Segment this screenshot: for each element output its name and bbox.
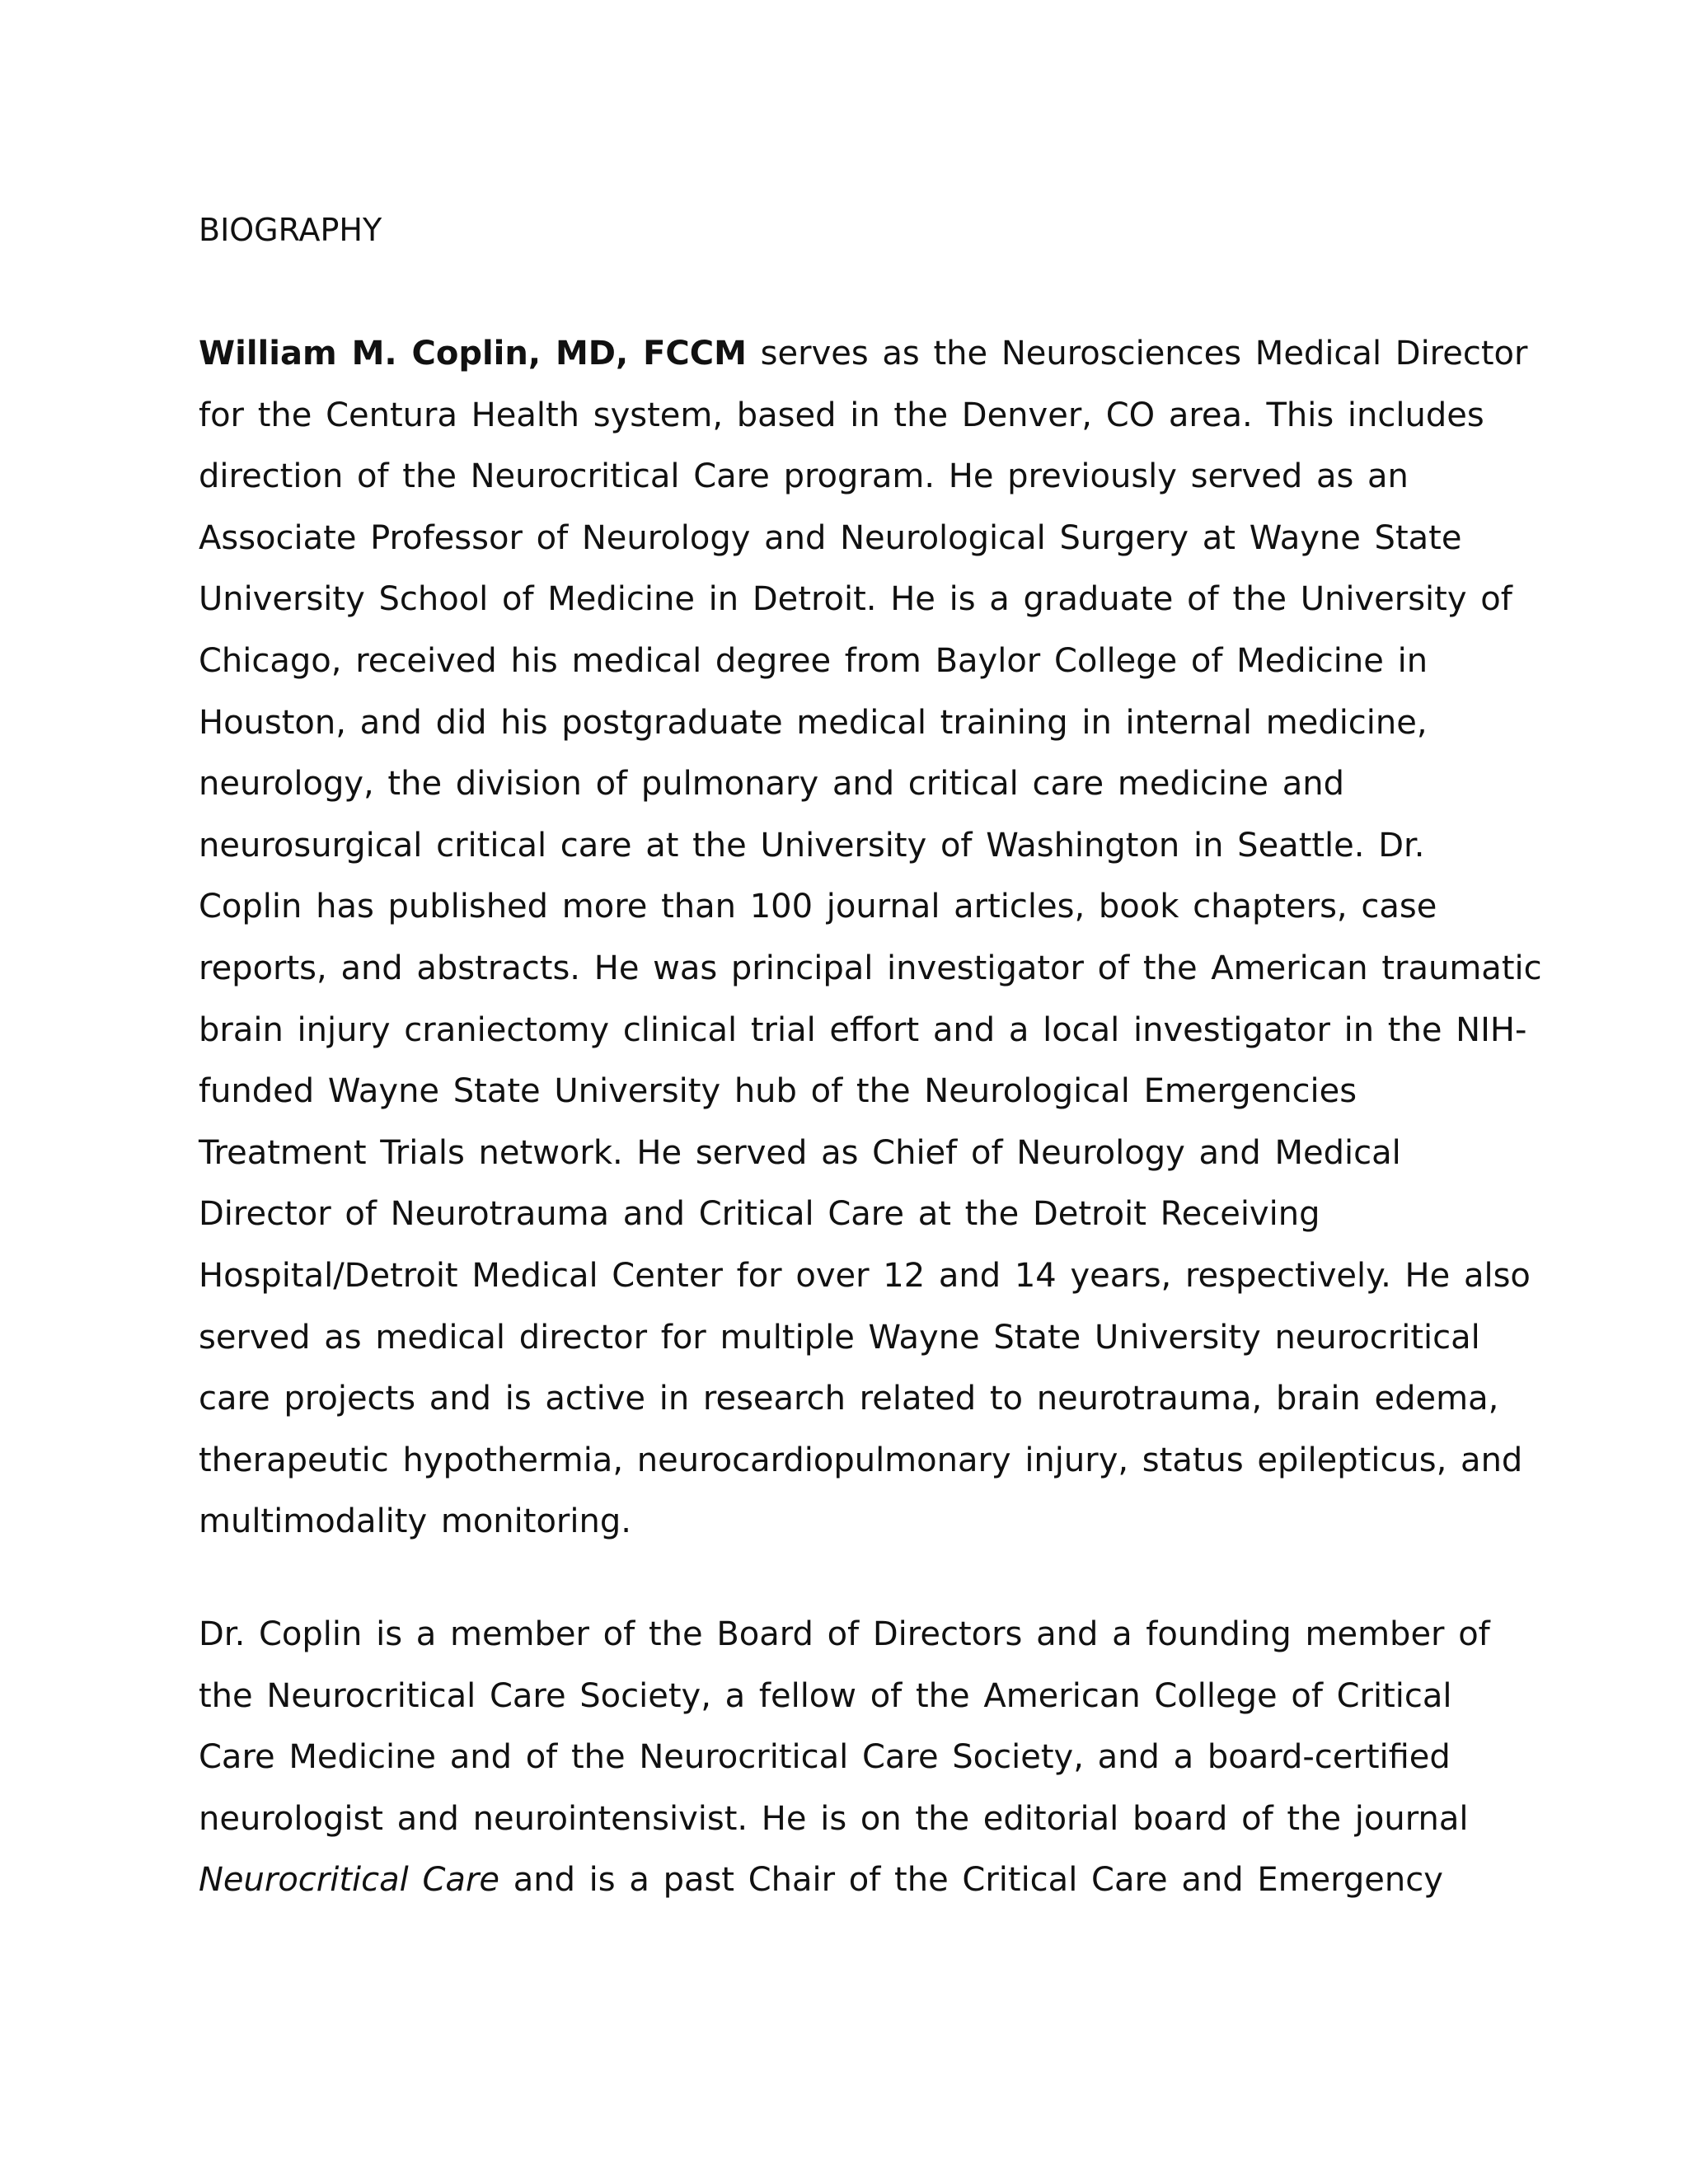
paragraph-line: Treatment Trials network. He served as Chief of Neurology and Medical (199, 1133, 1401, 1172)
paragraph-line: for the Centura Health system, based in the Denver, CO area. This includes (199, 396, 1484, 434)
paragraph-line: brain injury craniectomy clinical trial effort and a local investigator in the NIH- (199, 1010, 1527, 1049)
biography-paragraph-2 (199, 1604, 1490, 1911)
paragraph-line: multimodality monitoring. (199, 1502, 631, 1541)
paragraph-line: Chicago, received his medical degree from Baylor College of Medicine in (199, 641, 1428, 680)
paragraph-line-text: serves as the Neurosciences Medical Director (746, 335, 1528, 373)
paragraph-line: Houston, and did his postgraduate medical training in internal medicine, (199, 703, 1428, 742)
paragraph-line: neurology, the division of pulmonary and critical care medicine and (199, 765, 1344, 804)
paragraph-line: neurologist and neurointensivist. He is on the editorial board of the journal (199, 1799, 1469, 1838)
paragraph-line: Dr. Coplin is a member of the Board of Directors and a founding member of (199, 1615, 1490, 1653)
journal-title: Neurocritical Care (199, 1861, 499, 1900)
paragraph-line: University School of Medicine in Detroit. He is a graduate of the University of (199, 580, 1512, 619)
paragraph-line: Associate Professor of Neurology and Neurological Surgery at Wayne State (199, 518, 1462, 557)
paragraph-line: care projects and is active in research related to neurotrauma, brain edema, (199, 1380, 1499, 1418)
paragraph-line: reports, and abstracts. He was principal investigator of the American traumatic (199, 949, 1542, 987)
author-name: William M. Coplin, MD, FCCM (199, 335, 747, 373)
paragraph-line-text: and is a past Chair of the Critical Care and Emergency (499, 1861, 1443, 1900)
paragraph-line: Director of Neurotrauma and Critical Care at the Detroit Receiving (199, 1195, 1320, 1234)
paragraph-line (199, 323, 1542, 385)
paragraph-line: Hospital/Detroit Medical Center for over 12 and 14 years, respectively. He also (199, 1256, 1531, 1295)
paragraph-line: the Neurocritical Care Society, a fellow of the American College of Critical (199, 1676, 1452, 1715)
paragraph-line: direction of the Neurocritical Care program. He previously served as an (199, 457, 1409, 496)
paragraph-line: therapeutic hypothermia, neurocardiopulmonary injury, status epilepticus, and (199, 1441, 1523, 1479)
document-heading: BIOGRAPHY (199, 212, 382, 248)
paragraph-line: funded Wayne State University hub of the Neurological Emergencies (199, 1072, 1357, 1111)
biography-paragraph-1 (199, 323, 1542, 1553)
paragraph-line: neurosurgical critical care at the University of Washington in Seattle. Dr. (199, 826, 1425, 865)
paragraph-line: Coplin has published more than 100 journal articles, book chapters, case (199, 888, 1437, 926)
paragraph-line: Care Medicine and of the Neurocritical Care Society, and a board-certified (199, 1738, 1451, 1777)
paragraph-line (199, 1849, 1490, 1911)
paragraph-line: served as medical director for multiple Wayne State University neurocritical (199, 1318, 1480, 1357)
